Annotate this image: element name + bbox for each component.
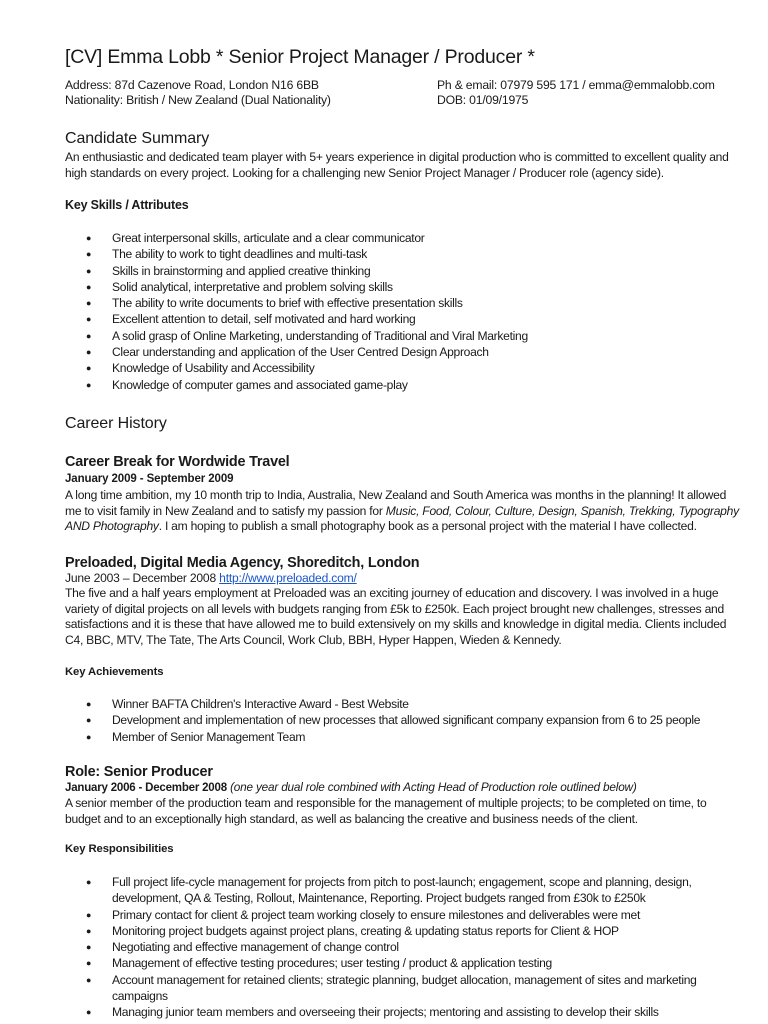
address-block	[65, 78, 331, 108]
career-break-text	[65, 488, 745, 535]
role-dates: January 2006 - December 2008	[65, 782, 227, 794]
achievement-item: ● Development and implementation of new processes that allowed significant company expansion from 6 to 25 people	[65, 712, 745, 728]
skill-item: ● Clear understanding and application of the User Centred Design Approach	[65, 344, 745, 360]
skill-item: ● The ability to work to tight deadlines and multi-task	[65, 246, 745, 262]
page-title: [CV] Emma Lobb * Senior Project Manager / Producer *	[65, 46, 535, 68]
career-break-dates: January 2009 - September 2009	[65, 473, 234, 485]
summary-text: An enthusiastic and dedicated team player with 5+ years experience in digital production who is committed to excellent quality and high standards on every project. Looking for a challenging new Senior Project Manager / Producer role (agency side).	[65, 150, 729, 180]
skill-item: ● Excellent attention to detail, self motivated and hard working	[65, 311, 745, 327]
achievement-item: ● Member of Senior Management Team	[65, 729, 745, 745]
responsibility-item: ● Account management for retained clients; strategic planning, budget allocation, management of sites and marketing campaigns	[65, 972, 705, 1005]
address: Address: 87d Cazenove Road, London N16 6BB	[65, 78, 319, 92]
role-text: A senior member of the production team and responsible for the management of multiple projects; to be completed on time, to budget and to an exceptionally high standard, as well as balancing the creative and business needs of the client.	[65, 796, 707, 826]
skill-item: ● Great interpersonal skills, articulate and a clear communicator	[65, 230, 745, 246]
skill-item: ● Solid analytical, interpretative and problem solving skills	[65, 279, 745, 295]
responsibility-item: ● Primary contact for client & project team working closely to ensure milestones and deliverables were met	[65, 907, 705, 923]
career-break-text-1: A long time ambition, my 10 month trip to India, Australia, New Zealand and South America was months in the planning! It allowed me to visit family in New Zealand and to satisfy my passion for	[65, 488, 727, 518]
responsibility-item: ● Full project life-cycle management for projects from pitch to post-launch; engagement, scope and planning, design, development, QA & Testing, Rollout, Maintenance, Reporting. Project budgets ranged from £30k to £250k	[65, 874, 705, 907]
responsibilities-heading: Key Responsibilities	[65, 843, 174, 855]
career-heading: Career History	[65, 415, 167, 432]
responsibility-item: ● Monitoring project budgets against project plans, creating & updating status reports for Client & HOP	[65, 923, 705, 939]
preloaded-dates-line	[65, 571, 357, 585]
nationality: Nationality: British / New Zealand (Dual Nationality)	[65, 93, 331, 107]
achievements-list	[65, 696, 745, 745]
skill-item: ● Knowledge of computer games and associated game-play	[65, 377, 745, 393]
preloaded-title: Preloaded, Digital Media Agency, Shoreditch, London	[65, 555, 420, 571]
achievement-item: ● Winner BAFTA Children's Interactive Award - Best Website	[65, 696, 745, 712]
contact: Ph & email: 07979 595 171 / emma@emmalobb.com	[437, 78, 715, 92]
role-title: Role: Senior Producer	[65, 764, 213, 780]
responsibility-item: ● Management of effective testing procedures; user testing / product & application testing	[65, 955, 705, 971]
achievements-heading: Key Achievements	[65, 666, 164, 678]
role-dates-line	[65, 780, 637, 794]
responsibilities-list	[65, 874, 705, 1021]
role-dates-note: (one year dual role combined with Acting Head of Production role outlined below)	[230, 780, 637, 794]
skill-item: ● Knowledge of Usability and Accessibility	[65, 360, 745, 376]
skill-item: ● Skills in brainstorming and applied creative thinking	[65, 263, 745, 279]
career-break-title: Career Break for Wordwide Travel	[65, 454, 290, 470]
skills-heading: Key Skills / Attributes	[65, 198, 189, 212]
responsibility-item: ● Managing junior team members and overseeing their projects; mentoring and assisting to develop their skills	[65, 1004, 705, 1020]
career-break-text-2: . I am hoping to publish a small photography book as a personal project with the material I have collected.	[158, 519, 697, 534]
summary-heading: Candidate Summary	[65, 130, 210, 147]
skills-list	[65, 230, 745, 393]
contact-block	[437, 78, 715, 108]
preloaded-text: The five and a half years employment at Preloaded was an exciting journey of education and discovery. I was involved in a huge variety of digital projects on all levels with budgets ranging from £5k to £250k. Each project brought new challenges, stresses and satisfactions and it is these that have allowed me to build extensively on my skills and knowledge in digital media. Clients included C4, BBC, MTV, The Tate, The Arts Council, Work Club, BBH, Hyper Happen, Wieden & Kennedy.	[65, 586, 727, 648]
skill-item: ● The ability to write documents to brief with effective presentation skills	[65, 295, 745, 311]
skill-item: ● A solid grasp of Online Marketing, understanding of Traditional and Viral Marketing	[65, 328, 745, 344]
career-break-passions: Music, Food, Colour, Culture, Design, Spanish, Trekking, Typography AND Photography	[65, 503, 739, 534]
responsibility-item: ● Negotiating and effective management of change control	[65, 939, 705, 955]
date-of-birth: DOB: 01/09/1975	[437, 93, 529, 107]
preloaded-dates: June 2003 – December 2008	[65, 571, 216, 585]
preloaded-link[interactable]: http://www.preloaded.com/	[219, 571, 357, 585]
